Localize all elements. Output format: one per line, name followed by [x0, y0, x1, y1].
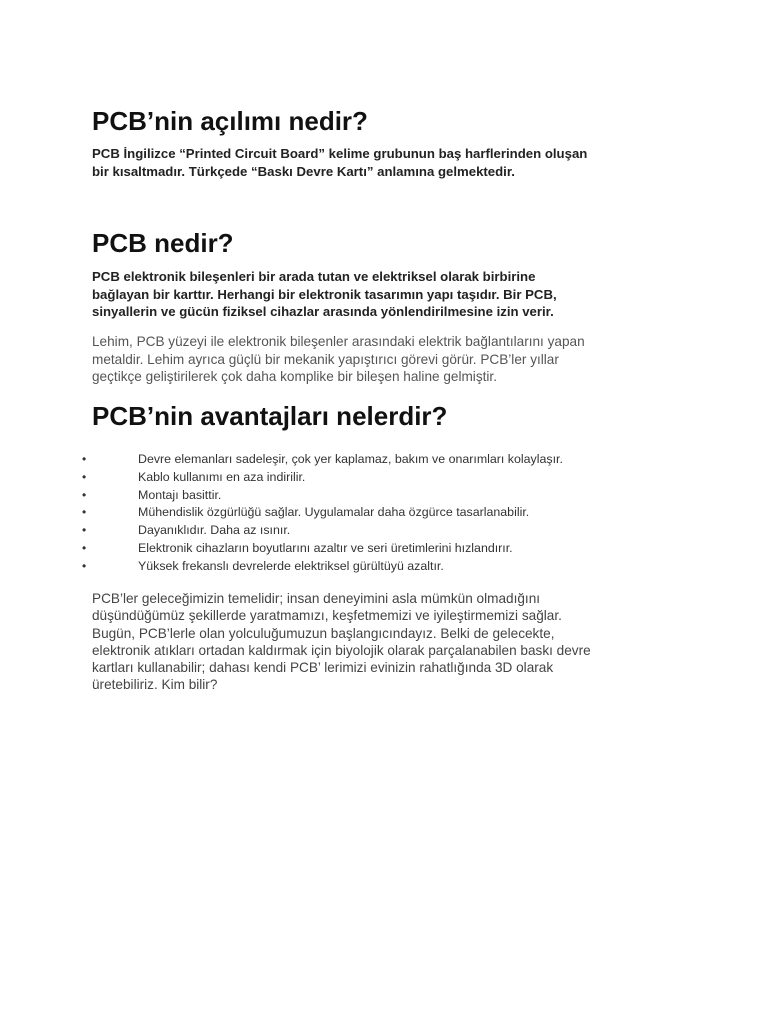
- bullet-marker: •: [82, 523, 87, 538]
- paragraph-closing: [92, 590, 692, 694]
- advantages-list: [0, 451, 768, 576]
- list-item: [0, 504, 768, 522]
- paragraph-line: sinyallerin ve gücün fiziksel cihazlar arasında yönlendirilmesine izin verir.: [92, 304, 554, 319]
- bullet-marker: •: [82, 469, 87, 484]
- paragraph-line: üretebiliriz. Kim bilir?: [92, 677, 218, 693]
- bullet-marker: •: [82, 505, 87, 520]
- list-item-text: Elektronik cihazların boyutlarını azaltır ve seri üretimlerini hızlandırır.: [138, 540, 513, 555]
- paragraph-line: metaldir. Lehim ayrıca güçlü bir mekanik yapıştırıcı görevi görür. PCB’ler yıllar: [92, 351, 559, 367]
- heading-pcb-acilimi: PCB’nin açılımı nedir?: [92, 106, 368, 136]
- paragraph-line: bağlayan bir karttır. Herhangi bir elektronik tasarımın yapı taşıdır. Bir PCB,: [92, 286, 557, 302]
- bullet-marker: •: [82, 452, 87, 466]
- paragraph-line: PCB İngilizce “Printed Circuit Board” kelime grubunun baş harflerinden oluşan: [92, 146, 588, 161]
- paragraph-line: PCB elektronik bileşenleri bir arada tutan ve elektriksel olarak birbirine: [92, 269, 536, 284]
- paragraph-line: geçtikçe geliştirilerek çok daha komplike bir bileşen haline gelmiştir.: [92, 369, 497, 384]
- paragraph-line: Lehim, PCB yüzeyi ile elektronik bileşenler arasındaki elektrik bağlantılarını yapan: [92, 334, 585, 349]
- list-item: [0, 469, 768, 487]
- bullet-marker: •: [82, 487, 87, 502]
- list-item: [0, 451, 768, 469]
- list-item-text: Montajı basittir.: [138, 487, 222, 502]
- paragraph-line: kartları kullanabilir; dahası kendi PCB’ lerimizi evinizin rahatlığında 3D olarak: [92, 660, 554, 676]
- list-item: [0, 487, 768, 505]
- paragraph-pcb-nedir-bold: [92, 268, 692, 321]
- list-item: [0, 558, 768, 576]
- paragraph-pcb-acilimi: [92, 145, 692, 180]
- list-item-text: Dayanıklıdır. Daha az ısınır.: [138, 523, 291, 538]
- list-item: [0, 522, 768, 540]
- list-item-text: Mühendislik özgürlüğü sağlar. Uygulamalar daha özgürce tasarlanabilir.: [138, 505, 530, 520]
- paragraph-line: PCB’ler geleceğimizin temelidir; insan deneyimini asla mümkün olmadığını: [92, 591, 541, 606]
- list-item: [0, 540, 768, 558]
- paragraph-lehim: [92, 333, 692, 386]
- list-item-text: Devre elemanları sadeleşir, çok yer kaplamaz, bakım ve onarımları kolaylaşır.: [138, 452, 563, 466]
- bullet-marker: •: [82, 540, 87, 555]
- list-item-text: Yüksek frekanslı devrelerde elektriksel gürültüyü azaltır.: [138, 558, 444, 573]
- paragraph-line: düşündüğümüz şekillerde yaratmamızı, keşfetmemizi ve iyileştirmemizi sağlar.: [92, 608, 562, 624]
- bullet-marker: •: [82, 558, 87, 573]
- list-item-text: Kablo kullanımı en aza indirilir.: [138, 469, 306, 484]
- paragraph-line: elektronik atıkları ortadan kaldırmak için biyolojik olarak parçalanabilen baskı devre: [92, 642, 591, 658]
- paragraph-line: bir kısaltmadır. Türkçede “Baskı Devre Kartı” anlamına gelmektedir.: [92, 163, 515, 179]
- heading-pcb-avantajlari: PCB’nin avantajları nelerdir?: [92, 401, 448, 431]
- paragraph-line: Bugün, PCB’lerle olan yolculuğumuzun başlangıcındayız. Belki de gelecekte,: [92, 625, 555, 641]
- heading-pcb-nedir: PCB nedir?: [92, 228, 234, 258]
